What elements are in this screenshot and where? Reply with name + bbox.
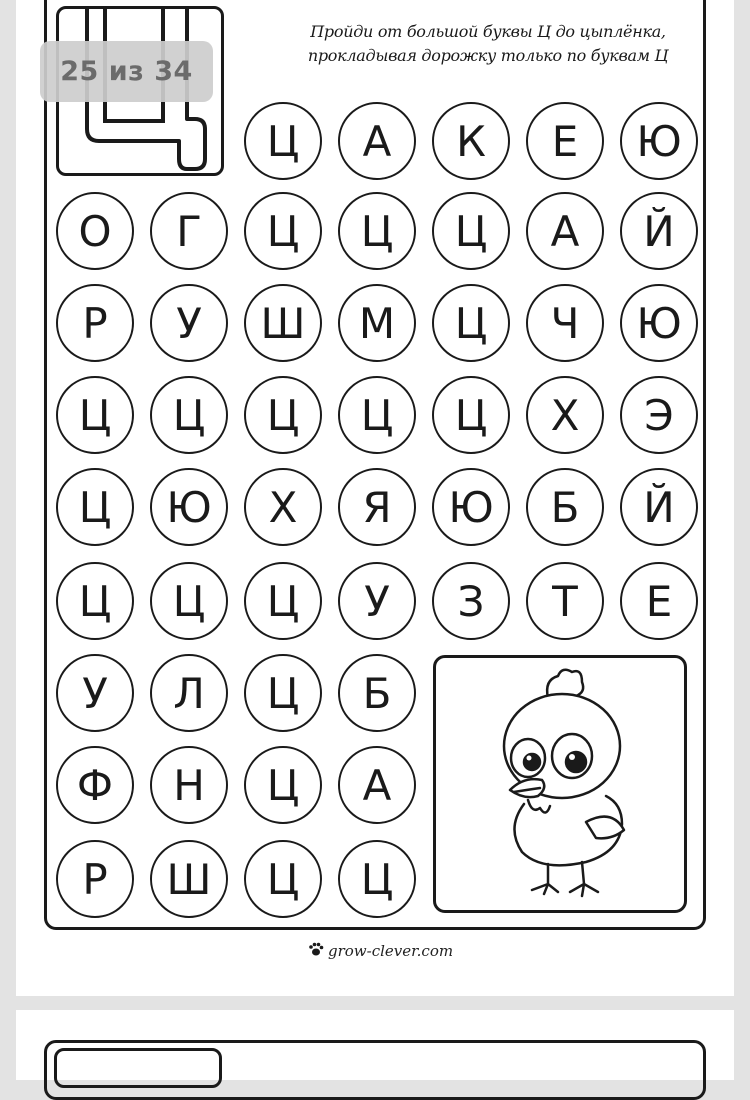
letter-circle[interactable]: Ш bbox=[244, 284, 322, 362]
letter-circle[interactable]: Э bbox=[620, 376, 698, 454]
letter-circle[interactable]: Т bbox=[526, 562, 604, 640]
letter-circle[interactable]: Ю bbox=[150, 468, 228, 546]
letter-circle[interactable]: Ю bbox=[620, 284, 698, 362]
letter-circle[interactable]: Ц bbox=[338, 840, 416, 918]
letter-circle[interactable]: Г bbox=[150, 192, 228, 270]
chick-picture-box bbox=[433, 655, 687, 913]
letter-circle[interactable]: Ц bbox=[244, 562, 322, 640]
letter-circle[interactable]: Ц bbox=[244, 102, 322, 180]
page-counter-badge: 25 из 34 bbox=[40, 41, 213, 102]
letter-circle[interactable]: Ц bbox=[56, 376, 134, 454]
letter-circle[interactable]: О bbox=[56, 192, 134, 270]
letter-circle[interactable]: Ф bbox=[56, 746, 134, 824]
letter-circle[interactable]: У bbox=[338, 562, 416, 640]
next-page-preview bbox=[16, 1010, 734, 1080]
chick-illustration bbox=[436, 658, 684, 910]
letter-circle[interactable]: Ц bbox=[338, 192, 416, 270]
letter-circle[interactable]: Ц bbox=[150, 562, 228, 640]
letter-circle[interactable]: К bbox=[432, 102, 510, 180]
letter-circle[interactable]: Х bbox=[526, 376, 604, 454]
letter-circle[interactable]: Р bbox=[56, 840, 134, 918]
next-page-letter-box bbox=[54, 1048, 222, 1088]
letter-circle[interactable]: Ц bbox=[244, 376, 322, 454]
letter-circle[interactable]: Я bbox=[338, 468, 416, 546]
footer-credit bbox=[308, 941, 453, 961]
instruction-line-2: прокладывая дорожку только по буквам Ц bbox=[307, 46, 669, 65]
letter-circle[interactable]: У bbox=[150, 284, 228, 362]
instruction-text bbox=[278, 20, 698, 68]
letter-circle[interactable]: Ц bbox=[244, 840, 322, 918]
letter-circle[interactable]: Ц bbox=[432, 376, 510, 454]
letter-circle[interactable]: Р bbox=[56, 284, 134, 362]
letter-circle[interactable]: У bbox=[56, 654, 134, 732]
letter-circle[interactable]: Е bbox=[526, 102, 604, 180]
letter-circle[interactable]: Ц bbox=[244, 746, 322, 824]
letter-circle[interactable]: Х bbox=[244, 468, 322, 546]
letter-circle[interactable]: Ю bbox=[432, 468, 510, 546]
letter-circle[interactable]: Б bbox=[526, 468, 604, 546]
letter-circle[interactable]: Ц bbox=[56, 562, 134, 640]
letter-circle[interactable]: Б bbox=[338, 654, 416, 732]
letter-circle[interactable]: Ш bbox=[150, 840, 228, 918]
instruction-line-1: Пройди от большой буквы Ц до цыплёнка, bbox=[310, 22, 666, 41]
letter-circle[interactable]: Ц bbox=[244, 654, 322, 732]
letter-circle[interactable]: Ц bbox=[338, 376, 416, 454]
letter-circle[interactable]: Ц bbox=[56, 468, 134, 546]
letter-circle[interactable]: Е bbox=[620, 562, 698, 640]
paw-icon bbox=[308, 941, 324, 961]
letter-circle[interactable]: Ю bbox=[620, 102, 698, 180]
letter-circle[interactable]: Н bbox=[150, 746, 228, 824]
letter-circle[interactable]: Й bbox=[620, 192, 698, 270]
letter-circle[interactable]: М bbox=[338, 284, 416, 362]
site-name: grow-clever.com bbox=[328, 942, 454, 960]
letter-circle[interactable]: Ц bbox=[150, 376, 228, 454]
letter-circle[interactable]: Л bbox=[150, 654, 228, 732]
letter-circle[interactable]: А bbox=[338, 746, 416, 824]
letter-circle[interactable]: З bbox=[432, 562, 510, 640]
letter-circle[interactable]: Й bbox=[620, 468, 698, 546]
letter-circle[interactable]: Ц bbox=[432, 284, 510, 362]
worksheet-page bbox=[16, 0, 734, 996]
letter-circle[interactable]: А bbox=[338, 102, 416, 180]
letter-circle[interactable]: Ц bbox=[432, 192, 510, 270]
letter-circle[interactable]: Ч bbox=[526, 284, 604, 362]
letter-circle[interactable]: А bbox=[526, 192, 604, 270]
letter-circle[interactable]: Ц bbox=[244, 192, 322, 270]
